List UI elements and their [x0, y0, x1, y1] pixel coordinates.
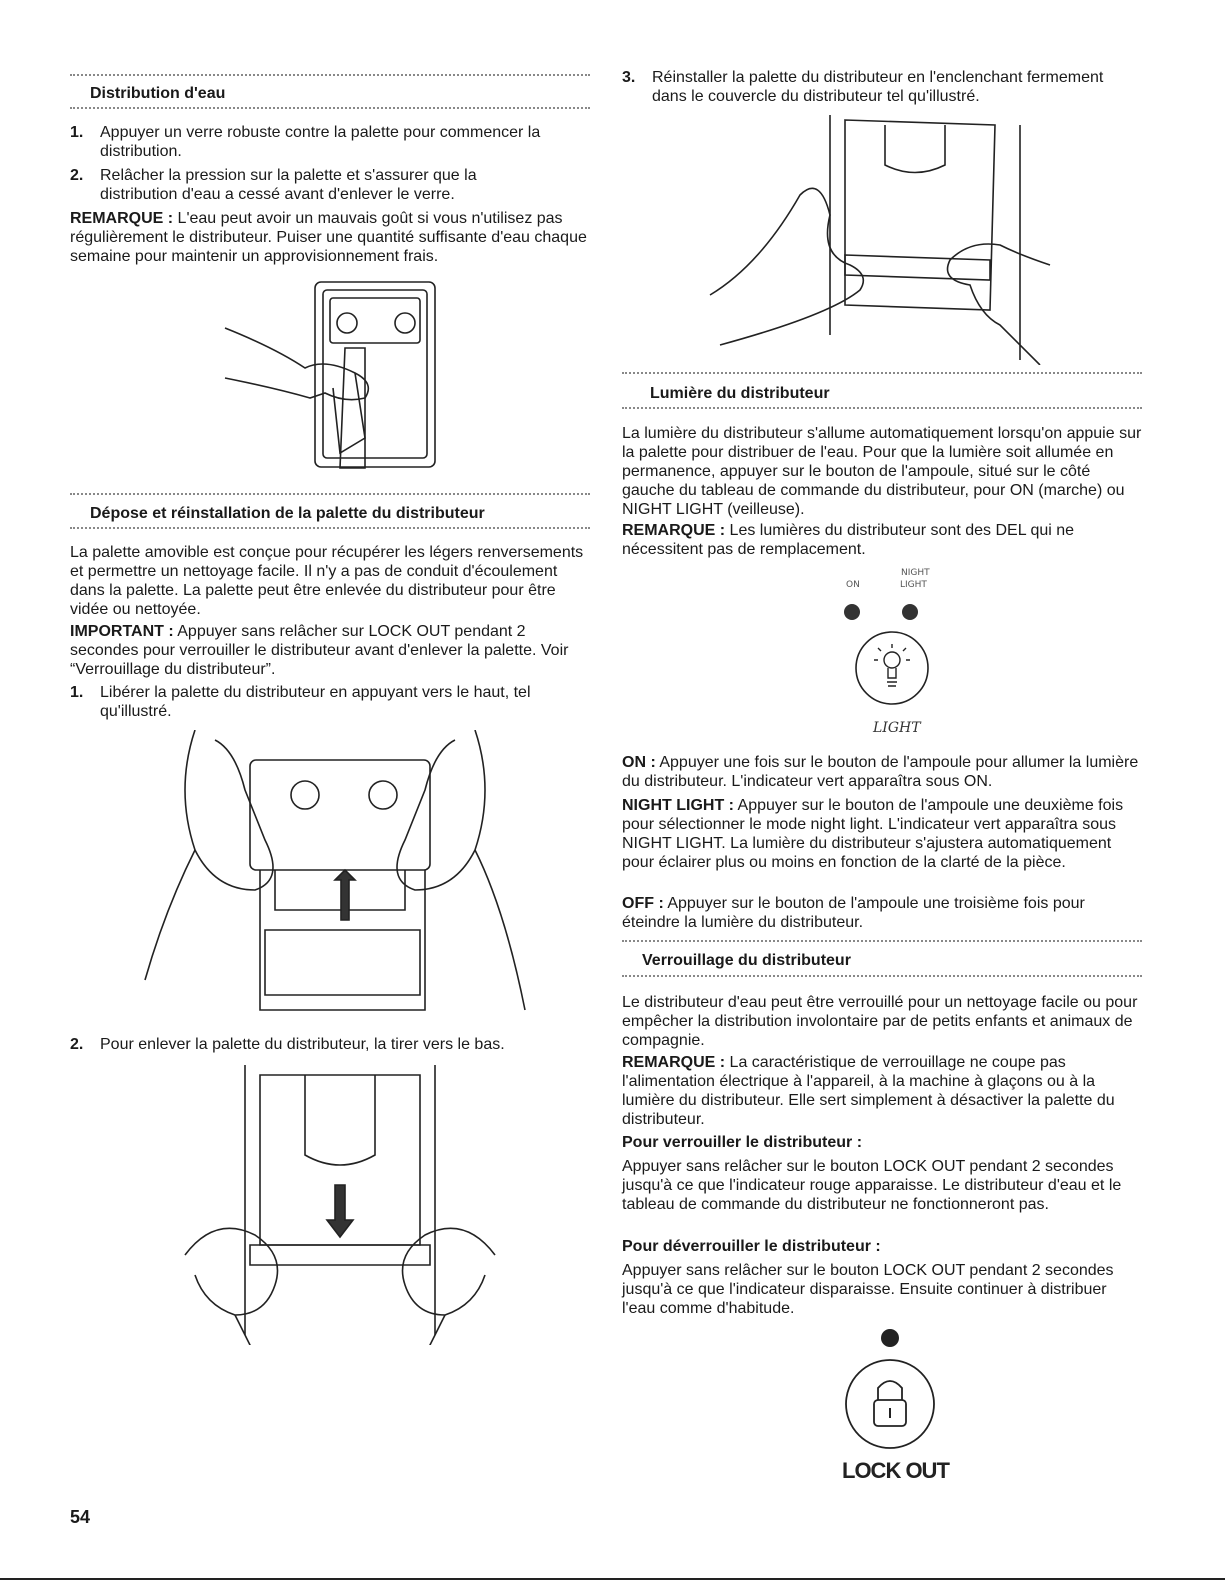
section-title-dispenser-lock: Verrouillage du distributeur	[642, 952, 851, 969]
off-instruction: OFF : Appuyer sur le bouton de l'ampoule une troisième fois pour éteindre la lumière du distributeur.	[622, 895, 1085, 931]
section-rule-bottom	[622, 407, 1142, 409]
lock-instructions: Appuyer sans relâcher sur le bouton LOCK OUT pendant 2 secondes jusqu'à ce que l'indicateur rouge apparaisse. Le distributeur d'eau et le tableau de commande du distributeur ne fonctionneront pas.	[622, 1158, 1122, 1213]
note-water-taste: REMARQUE : L'eau peut avoir un mauvais goût si vous n'utilisez pas régulièrement le distributeur. Puiser une quantité suffisante d'eau chaque semaine pour maintenir un approvisionnement frais.	[70, 210, 587, 265]
on-instruction: ON : Appuyer une fois sur le bouton de l'ampoule pour allumer la lumière du distributeur. L'indicateur vert apparaîtra sous ON.	[622, 754, 1139, 790]
section-rule-bottom	[622, 975, 1142, 977]
dispenser-hand-glass-illustration	[215, 278, 445, 478]
section-rule-top	[70, 493, 590, 495]
section-title-dispenser-light: Lumière du distributeur	[650, 385, 830, 402]
fig-light-small-label: LIGHT	[900, 580, 927, 590]
bottom-edge-line	[0, 1578, 1225, 1580]
fig-light-label: LIGHT	[873, 720, 921, 736]
step-reinstall-tray: 3. Réinstaller la palette du distributeur en l'enclenchant fermement dans le couvercle du distributeur tel qu'illustré.	[622, 69, 1104, 105]
section-rule-top	[622, 372, 1142, 374]
section-title-drip-tray: Dépose et réinstallation de la palette du distributeur	[90, 505, 485, 522]
night-light-instruction: NIGHT LIGHT : Appuyer sur le bouton de l'ampoule une deuxième fois pour sélectionner le mode night light. L'indicateur vert apparaîtra sous NIGHT LIGHT. La lumière du distributeur s'ajustera automatiquement pour éclairer plus ou moins en fonction de la clarté de la pièce.	[622, 797, 1124, 871]
page-number: 54	[70, 1507, 91, 1527]
section-rule-top	[70, 74, 590, 76]
section-title-water-dispensing: Distribution d'eau	[90, 85, 226, 102]
light-note: REMARQUE : Les lumières du distributeur sont des DEL qui ne nécessitent pas de remplacement.	[622, 522, 1075, 558]
lock-note: REMARQUE : La caractéristique de verrouillage ne coupe pas l'alimentation électrique à l'appareil, à la machine à glaçons ou à la lumière du distributeur. Elle sert simplement à désactiver la palette du distributeur.	[622, 1054, 1115, 1128]
unlock-subtitle: Pour déverrouiller le distributeur :	[622, 1238, 881, 1255]
step-release-tray: 1. Libérer la palette du distributeur en appuyant vers le haut, tel qu'illustré.	[70, 684, 531, 720]
step-2: 2. Relâcher la pression sur la palette et s'assurer que la distribution d'eau a cessé avant d'enlever le verre.	[70, 167, 477, 203]
unlock-instructions: Appuyer sans relâcher sur le bouton LOCK OUT pendant 2 secondes jusqu'à ce que l'indicateur disparaisse. Ensuite continuer à distribuer l'eau comme d'habitude.	[622, 1262, 1114, 1317]
lock-subtitle: Pour verrouiller le distributeur :	[622, 1134, 863, 1151]
fig-on-label: ON	[846, 580, 860, 590]
lock-intro: Le distributeur d'eau peut être verrouillé pour un nettoyage facile ou pour empêcher la distribution involontaire par de petits enfants et animaux de compagnie.	[622, 994, 1138, 1049]
section-rule-bottom	[70, 107, 590, 109]
section-rule-top	[622, 940, 1142, 942]
step-1: 1. Appuyer un verre robuste contre la palette pour commencer la distribution.	[70, 124, 541, 160]
light-bulb-button-icon	[830, 598, 950, 718]
step-remove-tray: 2. Pour enlever la palette du distributeur, la tirer vers le bas.	[70, 1036, 505, 1053]
hands-reinstalling-drip-tray-illustration	[700, 115, 1060, 365]
section-rule-bottom	[70, 527, 590, 529]
lockout-label: LOCK OUT	[842, 1458, 949, 1483]
lock-icon	[830, 1322, 950, 1452]
hands-pulling-drip-tray-down-illustration	[175, 1065, 505, 1345]
lock-out-figure	[830, 1322, 950, 1492]
drip-tray-intro: La palette amovible est conçue pour récupérer les légers renversements et permettre un nettoyage facile. Il n'y a pas de conduit d'écoulement dans la palette. La palette peut être enlevée du distributeur pour être vidée ou nettoyée.	[70, 544, 584, 618]
light-button-figure	[830, 568, 950, 743]
hands-pushing-drip-tray-up-illustration	[135, 730, 535, 1020]
fig-night-label: NIGHT	[901, 568, 930, 578]
light-intro: La lumière du distributeur s'allume automatiquement lorsqu'on appuie sur la palette pour distribuer de l'eau. Pour que la lumière soit allumée en permanence, appuyer sur le bouton de l'ampoule, situé sur le côté gauche du tableau de commande du distributeur, pour ON (marche) ou NIGHT LIGHT (veilleuse).	[622, 425, 1142, 518]
important-note: IMPORTANT : Appuyer sans relâcher sur LOCK OUT pendant 2 secondes pour verrouiller le distributeur avant d'enlever la palette. Voir “Verrouillage du distributeur”.	[70, 623, 569, 678]
